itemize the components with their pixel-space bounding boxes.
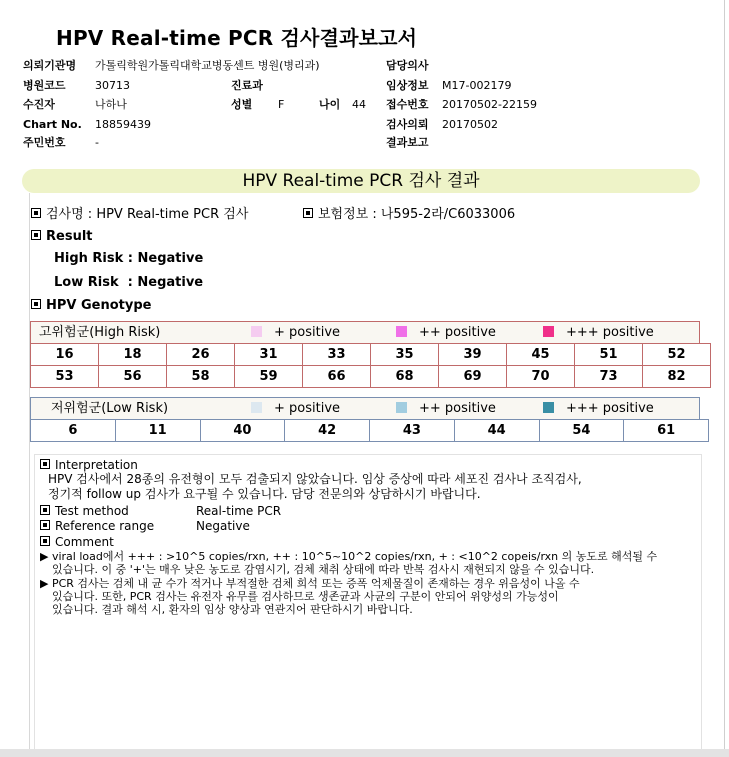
genotype-heading: HPV Genotype [46, 298, 152, 313]
reference-range-label: Reference range [55, 519, 155, 533]
page-footer-band [0, 749, 729, 757]
genotype-cell: 31 [235, 344, 303, 366]
swatch-icon [396, 402, 407, 413]
high-risk-label: 고위험군(High Risk) [39, 325, 161, 340]
bullet-square-icon [40, 505, 50, 515]
comment-2b: 있습니다. 또한, PCR 검사는 유전자 유무를 검사하므로 생존균과 사균의 구분이 안되어 위양성의 가능성이 [52, 590, 559, 603]
genotype-cell: 58 [167, 366, 235, 388]
comment-1a: ▶ viral load에서 +++ : >10^5 copies/rxn, ++ : 10^5~10^2 copies/rxn, + : <10^2 copeis/rxn 의 농도로 해석될 수 [40, 550, 658, 563]
hospital-code-value: 30713 [95, 79, 130, 92]
request-value: 20170502 [442, 118, 498, 131]
insurance-line [303, 206, 515, 223]
bullet-square-icon [40, 520, 50, 530]
reference-range-value: Negative [196, 519, 250, 533]
swatch-icon [543, 402, 554, 413]
genotype-heading-line [31, 297, 151, 314]
genotype-cell: 44 [454, 420, 539, 442]
legend-plus-plus-plus-label: +++ positive [566, 401, 654, 416]
genotype-cell: 52 [643, 344, 711, 366]
result-report-label: 결과보고 [386, 136, 429, 149]
genotype-cell: 59 [235, 366, 303, 388]
legend-plus-plus [396, 322, 496, 343]
swatch-icon [396, 326, 407, 337]
interpretation-text-1: HPV 검사에서 28종의 유전형이 모두 검출되지 않았습니다. 임상 증상에 따라 세포진 검사나 조직검사, [48, 472, 582, 486]
clinical-info-label: 임상정보 [386, 79, 429, 92]
doctor-label: 담당의사 [386, 59, 429, 72]
low-risk-table [30, 419, 709, 442]
genotype-cell: 26 [167, 344, 235, 366]
bullet-square-icon [31, 299, 41, 309]
bullet-square-icon [40, 459, 50, 469]
genotype-cell: 6 [31, 420, 116, 442]
genotype-cell: 43 [370, 420, 455, 442]
genotype-cell: 82 [643, 366, 711, 388]
sex-value: F [278, 98, 285, 111]
genotype-cell: 56 [99, 366, 167, 388]
result-heading-line [31, 228, 93, 245]
genotype-cell: 51 [575, 344, 643, 366]
legend-plus-plus-plus-label: +++ positive [566, 325, 654, 340]
legend-plus-plus-plus [543, 398, 654, 419]
legend-plus-label: + positive [274, 401, 341, 416]
clinical-info-value: M17-002179 [442, 79, 512, 92]
genotype-cell: 42 [285, 420, 370, 442]
legend-plus [251, 398, 340, 419]
bullet-square-icon [40, 536, 50, 546]
bullet-square-icon [31, 208, 41, 218]
genotype-cell: 73 [575, 366, 643, 388]
legend-plus-plus-label: ++ positive [419, 401, 496, 416]
request-label: 검사의뢰 [386, 118, 429, 131]
interpretation-heading: Interpretation [55, 458, 138, 472]
genotype-cell: 45 [507, 344, 575, 366]
genotype-cell: 66 [303, 366, 371, 388]
receipt-label: 접수번호 [386, 98, 429, 111]
genotype-cell: 33 [303, 344, 371, 366]
hospital-code-label: 병원코드 [23, 79, 66, 92]
genotype-cell: 61 [624, 420, 709, 442]
low-risk-header [30, 397, 700, 419]
test-method-value: Real-time PCR [196, 504, 282, 518]
test-method-line [40, 505, 129, 518]
high-risk-result: High Risk : Negative [54, 251, 204, 266]
legend-plus-plus-label: ++ positive [419, 325, 496, 340]
test-name-line [31, 206, 248, 223]
legend-plus-plus [396, 398, 496, 419]
result-heading: Result [46, 229, 93, 244]
age-label: 나이 [319, 98, 341, 111]
genotype-cell: 53 [31, 366, 99, 388]
insurance-info: 보험정보 : 나595-2라/C6033006 [318, 207, 516, 222]
genotype-cell: 68 [371, 366, 439, 388]
bullet-square-icon [303, 208, 313, 218]
legend-plus [251, 322, 340, 343]
institution-label: 의뢰기관명 [23, 59, 77, 72]
sex-label: 성별 [231, 98, 253, 111]
comment-1b: 있습니다. 이 중 '+'는 매우 낮은 농도로 감염시기, 검체 채취 상태에 따라 반복 검사시 재현되지 않을 수 있습니다. [52, 563, 595, 576]
table-row [31, 366, 711, 388]
receipt-value: 20170502-22159 [442, 98, 537, 111]
chart-no-label: Chart No. [23, 118, 82, 131]
comment-2c: 있습니다. 결과 해석 시, 환자의 임상 양상과 연관지어 판단하시기 바랍니다. [52, 603, 413, 616]
comment-line [40, 536, 114, 549]
low-risk-result: Low Risk : Negative [54, 275, 204, 290]
section-title: HPV Real-time PCR 검사 결과 [242, 171, 480, 191]
genotype-cell: 54 [539, 420, 624, 442]
chart-no-value: 18859439 [95, 118, 151, 131]
dept-label: 진료과 [231, 79, 263, 92]
bullet-square-icon [31, 230, 41, 240]
table-row [31, 344, 711, 366]
high-risk-table [30, 343, 711, 388]
legend-plus-label: + positive [274, 325, 341, 340]
test-method-label: Test method [55, 504, 129, 518]
report-title: HPV Real-time PCR 검사결과보고서 [56, 26, 418, 50]
interpretation-text-2: 정기적 follow up 검사가 요구될 수 있습니다. 담당 전문의와 상담하시기 바랍니다. [48, 487, 481, 501]
genotype-cell: 18 [99, 344, 167, 366]
swatch-icon [251, 326, 262, 337]
genotype-cell: 40 [200, 420, 285, 442]
legend-plus-plus-plus [543, 322, 654, 343]
genotype-cell: 69 [439, 366, 507, 388]
table-row [31, 420, 709, 442]
high-risk-header [30, 321, 700, 343]
swatch-icon [543, 326, 554, 337]
comment-2a: ▶ PCR 검사는 검체 내 균 수가 적거나 부적절한 검체 희석 또는 증폭 억제물질이 존재하는 경우 위음성이 나올 수 [40, 577, 580, 590]
page-edge [724, 0, 725, 757]
institution-value: 가톨릭학원가톨릭대학교병동센트 병원(병리과) [95, 59, 320, 72]
rrn-value: - [95, 136, 99, 149]
genotype-cell: 35 [371, 344, 439, 366]
genotype-cell: 70 [507, 366, 575, 388]
reference-range-line [40, 520, 154, 533]
patient-value: 나하나 [95, 98, 127, 111]
interpretation-heading-line [40, 459, 138, 472]
swatch-icon [251, 402, 262, 413]
genotype-cell: 16 [31, 344, 99, 366]
genotype-cell: 11 [115, 420, 200, 442]
comment-label: Comment [55, 535, 114, 549]
test-name: 검사명 : HPV Real-time PCR 검사 [46, 207, 249, 222]
age-value: 44 [352, 98, 366, 111]
rrn-label: 주민번호 [23, 136, 66, 149]
genotype-cell: 39 [439, 344, 507, 366]
low-risk-label: 저위험군(Low Risk) [51, 401, 169, 416]
patient-label: 수진자 [23, 98, 55, 111]
